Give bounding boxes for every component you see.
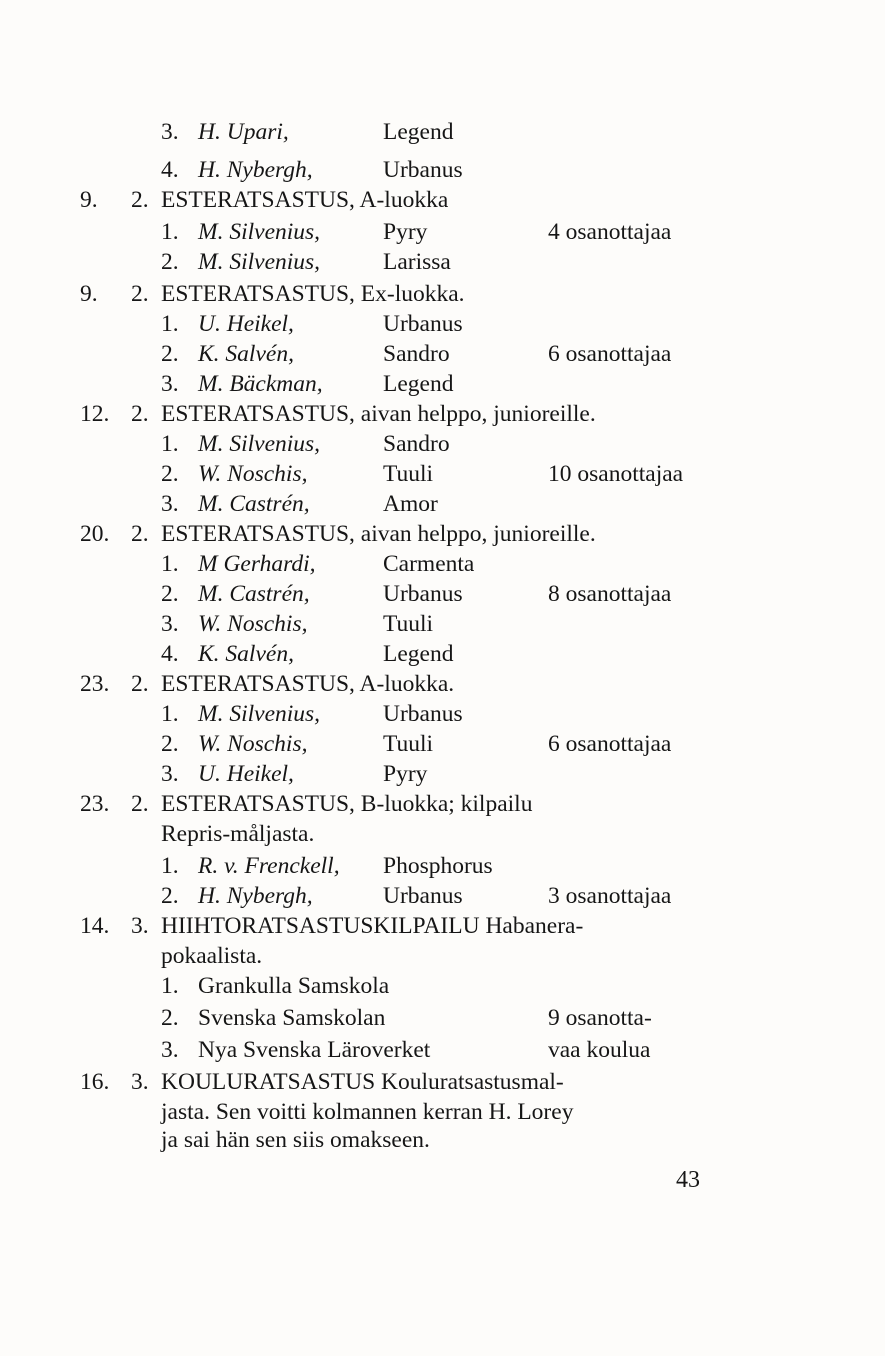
participant-count: 6 osanottajaa: [548, 731, 672, 757]
text-line: [0, 608, 885, 640]
horse-name: Sandro: [383, 341, 450, 367]
rider-name: M. Silvenius,: [198, 431, 321, 457]
participant-count: 8 osanottajaa: [548, 581, 672, 607]
text-line: [0, 788, 885, 820]
event-title: ESTERATSASTUS, A-luokka: [161, 187, 449, 213]
participant-count: 4 osanottajaa: [548, 219, 672, 245]
rider-name: W. Noschis,: [198, 611, 308, 637]
event-date: 9.: [80, 187, 98, 213]
placement-number: 3.: [161, 1037, 179, 1063]
event-title: HIIHTORATSASTUSKILPAILU Habanera-: [161, 913, 584, 939]
school-name: Grankulla Samskola: [198, 973, 390, 999]
participant-count: 3 osanottajaa: [548, 883, 672, 909]
event-title: KOULURATSASTUS Kouluratsastusmal-: [161, 1069, 564, 1095]
event-title: ESTERATSASTUS, B-luokka; kilpailu: [161, 791, 533, 817]
placement-number: 2.: [161, 341, 179, 367]
text-line: [0, 154, 885, 186]
placement-number: 2.: [161, 581, 179, 607]
continuation-text: pokaalista.: [161, 943, 263, 969]
event-title: ESTERATSASTUS, Ex-luokka.: [161, 281, 465, 307]
text-line: [0, 1002, 885, 1034]
placement-number: 1.: [161, 973, 179, 999]
horse-name: Legend: [383, 119, 454, 145]
event-title: ESTERATSASTUS, aivan helppo, junioreille.: [161, 521, 596, 547]
placement-number: 2.: [161, 883, 179, 909]
text-line: [0, 338, 885, 370]
event-month: 2.: [131, 521, 149, 547]
rider-name: R. v. Frenckell,: [198, 853, 340, 879]
text-line: [0, 970, 885, 1002]
rider-name: M Gerhardi,: [198, 551, 316, 577]
placement-number: 2.: [161, 1005, 179, 1031]
text-line: [0, 638, 885, 670]
placement-number: 1.: [161, 219, 179, 245]
participant-count: 10 osanottajaa: [548, 461, 684, 487]
text-line: [0, 578, 885, 610]
placement-number: 3.: [161, 371, 179, 397]
horse-name: Tuuli: [383, 461, 434, 487]
text-line: [0, 940, 885, 972]
event-month: 2.: [131, 401, 149, 427]
horse-name: Urbanus: [383, 311, 463, 337]
horse-name: Urbanus: [383, 883, 463, 909]
participant-count: vaa koulua: [548, 1037, 651, 1063]
event-month: 2.: [131, 281, 149, 307]
school-name: Nya Svenska Läroverket: [198, 1037, 431, 1063]
placement-number: 4.: [161, 157, 179, 183]
event-date: 14.: [80, 913, 110, 939]
text-line: [0, 728, 885, 760]
horse-name: Tuuli: [383, 611, 434, 637]
event-month: 3.: [131, 1069, 149, 1095]
text-line: [0, 116, 885, 148]
event-date: 23.: [80, 791, 110, 817]
placement-number: 2.: [161, 731, 179, 757]
placement-number: 1.: [161, 551, 179, 577]
event-date: 9.: [80, 281, 98, 307]
placement-number: 3.: [161, 611, 179, 637]
event-date: 20.: [80, 521, 110, 547]
rider-name: M. Silvenius,: [198, 249, 321, 275]
placement-number: 4.: [161, 641, 179, 667]
rider-name: W. Noschis,: [198, 461, 308, 487]
text-line: [0, 308, 885, 340]
placement-number: 2.: [161, 249, 179, 275]
horse-name: Urbanus: [383, 701, 463, 727]
text-line: [0, 910, 885, 942]
participant-count: 9 osanotta-: [548, 1005, 652, 1031]
placement-number: 1.: [161, 311, 179, 337]
rider-name: U. Heikel,: [198, 311, 294, 337]
placement-number: 3.: [161, 491, 179, 517]
placement-number: 1.: [161, 431, 179, 457]
continuation-text: Repris-måljasta.: [161, 821, 315, 847]
horse-name: Amor: [383, 491, 438, 517]
text-line: [0, 698, 885, 730]
text-line: [0, 548, 885, 580]
rider-name: H. Nybergh,: [198, 157, 313, 183]
text-line: [0, 246, 885, 278]
placement-number: 3.: [161, 119, 179, 145]
text-line: [0, 518, 885, 550]
placement-number: 1.: [161, 853, 179, 879]
rider-name: M. Silvenius,: [198, 219, 321, 245]
text-line: [0, 758, 885, 790]
text-line: [0, 216, 885, 248]
text-line: [0, 368, 885, 400]
continuation-text: ja sai hän sen siis omakseen.: [161, 1127, 430, 1153]
page-number: 43: [676, 1167, 700, 1193]
school-name: Svenska Samskolan: [198, 1005, 386, 1031]
rider-name: M. Silvenius,: [198, 701, 321, 727]
rider-name: H. Upari,: [198, 119, 289, 145]
participant-count: 6 osanottajaa: [548, 341, 672, 367]
event-month: 2.: [131, 187, 149, 213]
event-date: 23.: [80, 671, 110, 697]
horse-name: Pyry: [383, 761, 428, 787]
rider-name: K. Salvén,: [198, 641, 294, 667]
rider-name: M. Castrén,: [198, 491, 310, 517]
text-line: [0, 1034, 885, 1066]
horse-name: Urbanus: [383, 581, 463, 607]
horse-name: Legend: [383, 371, 454, 397]
rider-name: H. Nybergh,: [198, 883, 313, 909]
rider-name: M. Bäckman,: [198, 371, 323, 397]
horse-name: Pyry: [383, 219, 428, 245]
horse-name: Sandro: [383, 431, 450, 457]
text-line: [0, 278, 885, 310]
horse-name: Tuuli: [383, 731, 434, 757]
text-line: [0, 184, 885, 216]
rider-name: K. Salvén,: [198, 341, 294, 367]
horse-name: Larissa: [383, 249, 451, 275]
placement-number: 3.: [161, 761, 179, 787]
text-line: [0, 488, 885, 520]
text-line: [0, 1066, 885, 1098]
event-date: 16.: [80, 1069, 110, 1095]
event-month: 2.: [131, 671, 149, 697]
rider-name: W. Noschis,: [198, 731, 308, 757]
text-line: [0, 818, 885, 850]
event-month: 2.: [131, 791, 149, 817]
event-title: ESTERATSASTUS, aivan helppo, junioreille.: [161, 401, 596, 427]
rider-name: M. Castrén,: [198, 581, 310, 607]
continuation-text: jasta. Sen voitti kolmannen kerran H. Lorey: [161, 1099, 574, 1125]
text-line: [0, 1124, 885, 1156]
text-line: [0, 880, 885, 912]
horse-name: Phosphorus: [383, 853, 493, 879]
placement-number: 2.: [161, 461, 179, 487]
text-line: [0, 850, 885, 882]
event-date: 12.: [80, 401, 110, 427]
text-line: [0, 458, 885, 490]
text-line: [0, 428, 885, 460]
text-line: [0, 398, 885, 430]
event-title: ESTERATSASTUS, A-luokka.: [161, 671, 455, 697]
horse-name: Urbanus: [383, 157, 463, 183]
event-month: 3.: [131, 913, 149, 939]
horse-name: Legend: [383, 641, 454, 667]
horse-name: Carmenta: [383, 551, 475, 577]
rider-name: U. Heikel,: [198, 761, 294, 787]
text-line: [0, 668, 885, 700]
placement-number: 1.: [161, 701, 179, 727]
